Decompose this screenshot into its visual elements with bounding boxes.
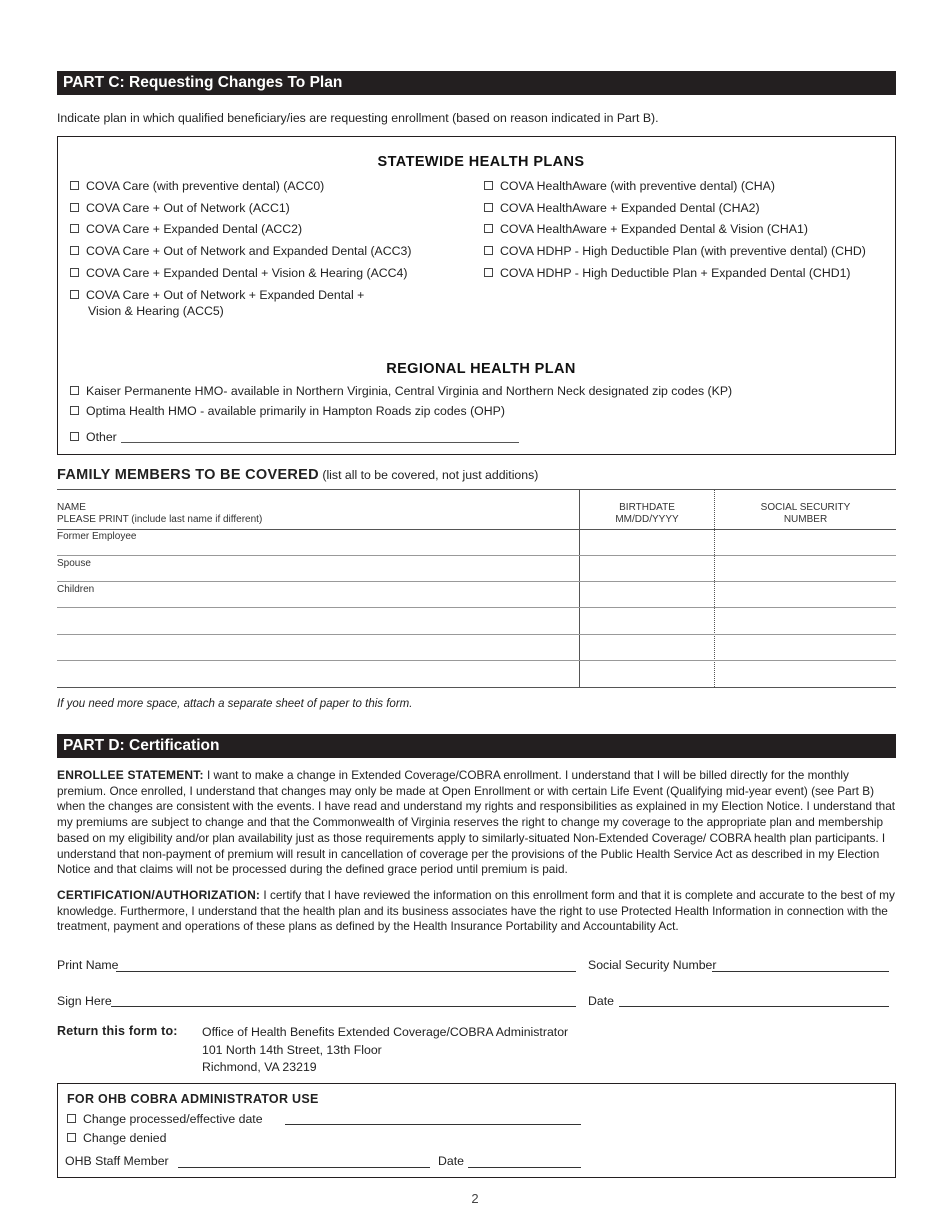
date-line[interactable] (619, 1006, 889, 1007)
plan-label: COVA HealthAware + Expanded Dental (CHA2) (500, 201, 760, 215)
row-label-former-employee: Former Employee (57, 531, 137, 542)
checkbox[interactable] (484, 203, 493, 212)
checkbox[interactable] (484, 268, 493, 277)
staff-label: OHB Staff Member (65, 1154, 169, 1168)
family-table-bottom (57, 687, 896, 688)
cert-label: CERTIFICATION/AUTHORIZATION: (57, 888, 261, 902)
signature-line[interactable] (111, 1006, 576, 1007)
print-name-line[interactable] (116, 971, 576, 972)
plan-option-acc5[interactable] (70, 287, 364, 303)
cert-text: I certify that I have reviewed the information on this enrollment form and that it is complete and accurate to the best of my knowledge. Furthermore, I understand that the health plan and its business associates have the right to use Protected Health Information in connection with the treatment, payment and operations of these plans as defined by the Health Insurance Portability and Accountability Act. (57, 888, 895, 934)
regional-title: REGIONAL HEALTH PLAN (386, 361, 576, 377)
plan-label: COVA HealthAware + Expanded Dental & Vision (CHA1) (500, 222, 808, 236)
plan-option-other[interactable] (70, 429, 117, 445)
admin-date-field (438, 1154, 464, 1168)
plan-label: Optima Health HMO - available primarily in Hampton Roads zip codes (OHP) (86, 404, 505, 418)
plan-option-cha[interactable] (484, 178, 775, 194)
part-d-header: PART D: Certification (57, 734, 896, 758)
family-table-top (57, 489, 896, 490)
admin-date-line[interactable] (468, 1167, 581, 1168)
checkbox[interactable] (70, 246, 79, 255)
col-ssn-line2: NUMBER (783, 514, 828, 525)
ssn-line[interactable] (712, 971, 889, 972)
plan-option-ohp[interactable] (70, 403, 505, 419)
ssn-label: Social Security Number (588, 958, 717, 972)
admin-processed-option[interactable] (67, 1111, 263, 1127)
checkbox[interactable] (70, 386, 79, 395)
plan-option-acc3[interactable] (70, 243, 411, 259)
checkbox[interactable] (484, 224, 493, 233)
plan-option-chd1[interactable] (484, 265, 851, 281)
certification-statement (57, 888, 897, 935)
plan-label: COVA HealthAware (with preventive dental) (CHA) (500, 179, 775, 193)
checkbox[interactable] (67, 1114, 76, 1123)
checkbox[interactable] (70, 224, 79, 233)
family-heading (57, 467, 538, 483)
plan-label: COVA Care (with preventive dental) (ACC0) (86, 179, 325, 193)
col-header-birthdate (580, 502, 714, 526)
family-note: If you need more space, attach a separate sheet of paper to this form. (57, 698, 413, 710)
plan-option-acc2[interactable] (70, 221, 302, 237)
ssn-field (588, 958, 716, 972)
row-label-spouse: Spouse (57, 558, 91, 569)
plan-label: Kaiser Permanente HMO- available in Northern Virginia, Central Virginia and Northern Neck designated zip codes (KP) (86, 384, 733, 398)
plan-option-acc0[interactable] (70, 178, 324, 194)
table-row[interactable] (57, 634, 896, 635)
statewide-title: STATEWIDE HEALTH PLANS (377, 154, 585, 170)
plan-label-acc5-cont: Vision & Hearing (ACC5) (88, 304, 224, 318)
sign-here-field (57, 994, 112, 1008)
row-label-children: Children (57, 584, 95, 595)
table-row[interactable] (57, 581, 896, 582)
print-name-label: Print Name (57, 958, 119, 972)
checkbox[interactable] (70, 406, 79, 415)
admin-title: FOR OHB COBRA ADMINISTRATOR USE (67, 1092, 319, 1106)
enrollee-statement (57, 768, 897, 878)
checkbox[interactable] (67, 1133, 76, 1142)
staff-line[interactable] (178, 1167, 430, 1168)
col-header-ssn (715, 502, 896, 526)
plan-option-acc1[interactable] (70, 200, 290, 216)
col-ssn-line1: SOCIAL SECURITY (760, 502, 851, 513)
plan-label: COVA Care + Out of Network (ACC1) (86, 201, 290, 215)
col-divider-2 (714, 489, 715, 687)
enrollee-text: I want to make a change in Extended Coverage/COBRA enrollment. I understand that I will be billed directly for the monthly premium. Once enrolled, I understand that changes may only be made at Open Enrollment or with certain Life Event (Qualifying mid-year event) (see Part B) when the changes are consistent with the events. I have read and understand my rights and responsibilities as explained in my Election Notice. I understand that my premiums are subject to change and that the Commonwealth of Virginia reserves the right to change my coverage to the appropriate plan and membership based on my eligibility and/or plan availability just as those requirements apply to similarly-situated Non-Extended Coverage/ COBRA health plan participants. I understand that non-payment of premium will result in cancellation of coverage per the provisions of the Public Health Service Act as described in my Election Notice and that claims will not be processed during the defined grace period until premium is paid. (57, 768, 896, 877)
other-input-line[interactable] (121, 442, 519, 443)
part-c-header: PART C: Requesting Changes To Plan (57, 71, 896, 95)
plan-label: Other (86, 430, 117, 444)
admin-date-label: Date (438, 1154, 464, 1168)
plan-option-cha1[interactable] (484, 221, 808, 237)
checkbox[interactable] (70, 181, 79, 190)
page-number: 2 (471, 1191, 479, 1206)
checkbox[interactable] (484, 246, 493, 255)
family-header-divider (57, 529, 896, 530)
plan-option-chd[interactable] (484, 243, 866, 259)
effective-date-line[interactable] (285, 1124, 581, 1125)
enrollee-label: ENROLLEE STATEMENT: (57, 768, 204, 782)
checkbox[interactable] (70, 432, 79, 441)
return-line2: 101 North 14th Street, 13th Floor (202, 1042, 382, 1057)
admin-denied-option[interactable] (67, 1130, 166, 1146)
plan-label: COVA HDHP - High Deductible Plan + Expanded Dental (CHD1) (500, 266, 851, 280)
plan-option-kp[interactable] (70, 383, 732, 399)
plan-label: COVA HDHP - High Deductible Plan (with preventive dental) (CHD) (500, 244, 866, 258)
table-row[interactable] (57, 555, 896, 556)
date-label: Date (588, 994, 614, 1008)
plan-option-cha2[interactable] (484, 200, 760, 216)
checkbox[interactable] (70, 268, 79, 277)
admin-denied-label: Change denied (83, 1131, 167, 1145)
col-birth-line2: MM/DD/YYYY (615, 514, 679, 525)
return-address (202, 1024, 568, 1077)
return-label: Return this form to: (57, 1024, 178, 1038)
print-name-field (57, 958, 119, 972)
plan-label: COVA Care + Expanded Dental (ACC2) (86, 222, 303, 236)
plan-label: COVA Care + Out of Network + Expanded Dental + (86, 288, 365, 302)
table-row[interactable] (57, 660, 896, 661)
plan-label: COVA Care + Expanded Dental + Vision & Hearing (ACC4) (86, 266, 408, 280)
return-line1: Office of Health Benefits Extended Coverage/COBRA Administrator (202, 1025, 569, 1039)
table-row[interactable] (57, 607, 896, 608)
plan-option-acc4[interactable] (70, 265, 407, 281)
col-name-line2: PLEASE PRINT (include last name if different) (57, 514, 263, 525)
col-divider-1 (579, 489, 580, 687)
return-line3: Richmond, VA 23219 (202, 1060, 317, 1074)
col-name-line1: NAME (57, 502, 86, 513)
col-birth-line1: BIRTHDATE (619, 502, 675, 513)
staff-field (65, 1154, 169, 1168)
admin-processed-label: Change processed/effective date (83, 1112, 263, 1126)
sign-here-label: Sign Here (57, 994, 112, 1008)
family-subtitle: (list all to be covered, not just additions) (322, 468, 539, 482)
plan-label: COVA Care + Out of Network and Expanded Dental (ACC3) (86, 244, 412, 258)
checkbox[interactable] (484, 181, 493, 190)
part-c-intro: Indicate plan in which qualified beneficiary/ies are requesting enrollment (based on reason indicated in Part B). (57, 111, 659, 125)
family-title: FAMILY MEMBERS TO BE COVERED (57, 467, 319, 483)
checkbox[interactable] (70, 290, 79, 299)
col-header-name (57, 502, 262, 526)
date-field (588, 994, 614, 1008)
checkbox[interactable] (70, 203, 79, 212)
